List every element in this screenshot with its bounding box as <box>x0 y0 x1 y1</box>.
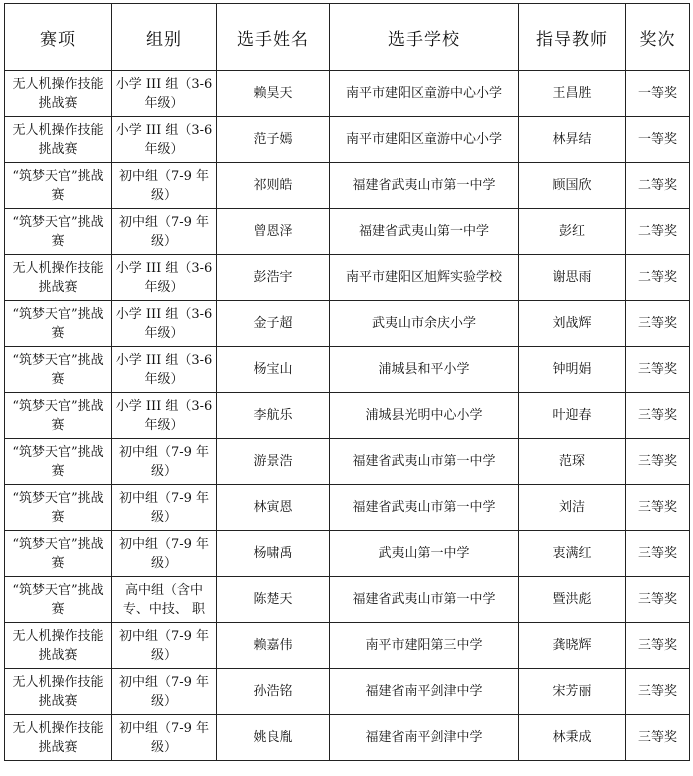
cell-event: 无人机操作技能挑战赛 <box>5 715 112 761</box>
table-row <box>5 117 690 163</box>
cell-award: 三等奖 <box>626 531 690 577</box>
cell-event: 无人机操作技能挑战赛 <box>5 669 112 715</box>
cell-award: 三等奖 <box>626 623 690 669</box>
cell-player-name: 赖嘉伟 <box>217 623 330 669</box>
cell-teacher: 范琛 <box>519 439 626 485</box>
cell-player-name: 赖昊天 <box>217 71 330 117</box>
cell-award: 二等奖 <box>626 209 690 255</box>
table-row <box>5 393 690 439</box>
cell-event: “筑梦天官”挑战赛 <box>5 301 112 347</box>
cell-group: 初中组（7-9 年级） <box>112 531 217 577</box>
cell-school: 浦城县光明中心小学 <box>330 393 519 439</box>
cell-school: 福建省武夷山市第一中学 <box>330 577 519 623</box>
cell-player-name: 杨宝山 <box>217 347 330 393</box>
cell-school: 南平市建阳第三中学 <box>330 623 519 669</box>
table-row <box>5 347 690 393</box>
cell-event: “筑梦天官”挑战赛 <box>5 485 112 531</box>
cell-school: 浦城县和平小学 <box>330 347 519 393</box>
table-row <box>5 531 690 577</box>
cell-event: “筑梦天官”挑战赛 <box>5 439 112 485</box>
cell-event: “筑梦天官”挑战赛 <box>5 577 112 623</box>
cell-player-name: 姚良胤 <box>217 715 330 761</box>
cell-teacher: 衷满红 <box>519 531 626 577</box>
cell-player-name: 祁则皓 <box>217 163 330 209</box>
table-row <box>5 669 690 715</box>
cell-school: 南平市建阳区旭辉实验学校 <box>330 255 519 301</box>
cell-event: “筑梦天官”挑战赛 <box>5 163 112 209</box>
cell-event: “筑梦天官”挑战赛 <box>5 347 112 393</box>
cell-player-name: 李航乐 <box>217 393 330 439</box>
cell-player-name: 陈楚天 <box>217 577 330 623</box>
cell-player-name: 孙浩铭 <box>217 669 330 715</box>
cell-school: 福建省武夷山市第一中学 <box>330 485 519 531</box>
cell-teacher: 林秉成 <box>519 715 626 761</box>
award-table <box>4 3 690 761</box>
cell-player-name: 范子嫣 <box>217 117 330 163</box>
cell-school: 福建省武夷山市第一中学 <box>330 163 519 209</box>
table-row <box>5 577 690 623</box>
cell-teacher: 叶迎春 <box>519 393 626 439</box>
table-row <box>5 209 690 255</box>
cell-teacher: 刘洁 <box>519 485 626 531</box>
cell-group: 初中组（7-9 年级） <box>112 163 217 209</box>
cell-event: 无人机操作技能挑战赛 <box>5 623 112 669</box>
cell-group: 小学 III 组（3-6 年级） <box>112 255 217 301</box>
cell-player-name: 游景浩 <box>217 439 330 485</box>
cell-group: 初中组（7-9 年级） <box>112 623 217 669</box>
cell-award: 一等奖 <box>626 71 690 117</box>
table-row <box>5 301 690 347</box>
cell-teacher: 谢思雨 <box>519 255 626 301</box>
cell-school: 福建省武夷山第一中学 <box>330 209 519 255</box>
cell-school: 南平市建阳区童游中心小学 <box>330 117 519 163</box>
cell-school: 南平市建阳区童游中心小学 <box>330 71 519 117</box>
cell-award: 二等奖 <box>626 255 690 301</box>
cell-teacher: 刘战辉 <box>519 301 626 347</box>
cell-player-name: 彭浩宇 <box>217 255 330 301</box>
award-table-body <box>5 71 690 761</box>
cell-event: 无人机操作技能挑战赛 <box>5 117 112 163</box>
cell-teacher: 宋芳丽 <box>519 669 626 715</box>
table-row <box>5 439 690 485</box>
cell-school: 福建省南平剑津中学 <box>330 715 519 761</box>
header-group: 组别 <box>112 4 217 71</box>
header-teacher: 指导教师 <box>519 4 626 71</box>
cell-event: 无人机操作技能挑战赛 <box>5 71 112 117</box>
cell-award: 三等奖 <box>626 393 690 439</box>
cell-award: 三等奖 <box>626 301 690 347</box>
cell-award: 一等奖 <box>626 117 690 163</box>
header-award: 奖次 <box>626 4 690 71</box>
cell-school: 武夷山第一中学 <box>330 531 519 577</box>
cell-group: 小学 III 组（3-6 年级） <box>112 301 217 347</box>
table-row <box>5 485 690 531</box>
cell-event: 无人机操作技能挑战赛 <box>5 255 112 301</box>
cell-teacher: 彭红 <box>519 209 626 255</box>
cell-player-name: 曾恩泽 <box>217 209 330 255</box>
cell-event: “筑梦天官”挑战赛 <box>5 531 112 577</box>
table-row <box>5 623 690 669</box>
cell-group: 初中组（7-9 年级） <box>112 439 217 485</box>
cell-group: 初中组（7-9 年级） <box>112 669 217 715</box>
cell-award: 三等奖 <box>626 715 690 761</box>
table-row <box>5 715 690 761</box>
table-row <box>5 163 690 209</box>
cell-group: 初中组（7-9 年级） <box>112 715 217 761</box>
cell-teacher: 龚晓辉 <box>519 623 626 669</box>
cell-award: 二等奖 <box>626 163 690 209</box>
table-row <box>5 255 690 301</box>
cell-group: 小学 III 组（3-6 年级） <box>112 71 217 117</box>
cell-award: 三等奖 <box>626 577 690 623</box>
cell-school: 武夷山市余庆小学 <box>330 301 519 347</box>
cell-player-name: 金子超 <box>217 301 330 347</box>
cell-school: 福建省武夷山市第一中学 <box>330 439 519 485</box>
header-row <box>5 4 690 71</box>
cell-group: 小学 III 组（3-6 年级） <box>112 347 217 393</box>
header-player-name: 选手姓名 <box>217 4 330 71</box>
cell-award: 三等奖 <box>626 347 690 393</box>
cell-group: 初中组（7-9 年级） <box>112 209 217 255</box>
cell-teacher: 顾国欣 <box>519 163 626 209</box>
cell-group: 初中组（7-9 年级） <box>112 485 217 531</box>
cell-teacher: 钟明娟 <box>519 347 626 393</box>
cell-player-name: 林寅恩 <box>217 485 330 531</box>
table-row <box>5 71 690 117</box>
cell-teacher: 林昇结 <box>519 117 626 163</box>
cell-award: 三等奖 <box>626 439 690 485</box>
cell-group: 小学 III 组（3-6 年级） <box>112 117 217 163</box>
cell-group: 高中组（含中专、中技、 职 <box>112 577 217 623</box>
cell-group: 小学 III 组（3-6 年级） <box>112 393 217 439</box>
header-event: 赛项 <box>5 4 112 71</box>
cell-teacher: 暨洪彪 <box>519 577 626 623</box>
cell-school: 福建省南平剑津中学 <box>330 669 519 715</box>
cell-teacher: 王昌胜 <box>519 71 626 117</box>
cell-event: “筑梦天官”挑战赛 <box>5 393 112 439</box>
cell-event: “筑梦天官”挑战赛 <box>5 209 112 255</box>
header-school: 选手学校 <box>330 4 519 71</box>
cell-player-name: 杨啸禹 <box>217 531 330 577</box>
cell-award: 三等奖 <box>626 485 690 531</box>
cell-award: 三等奖 <box>626 669 690 715</box>
